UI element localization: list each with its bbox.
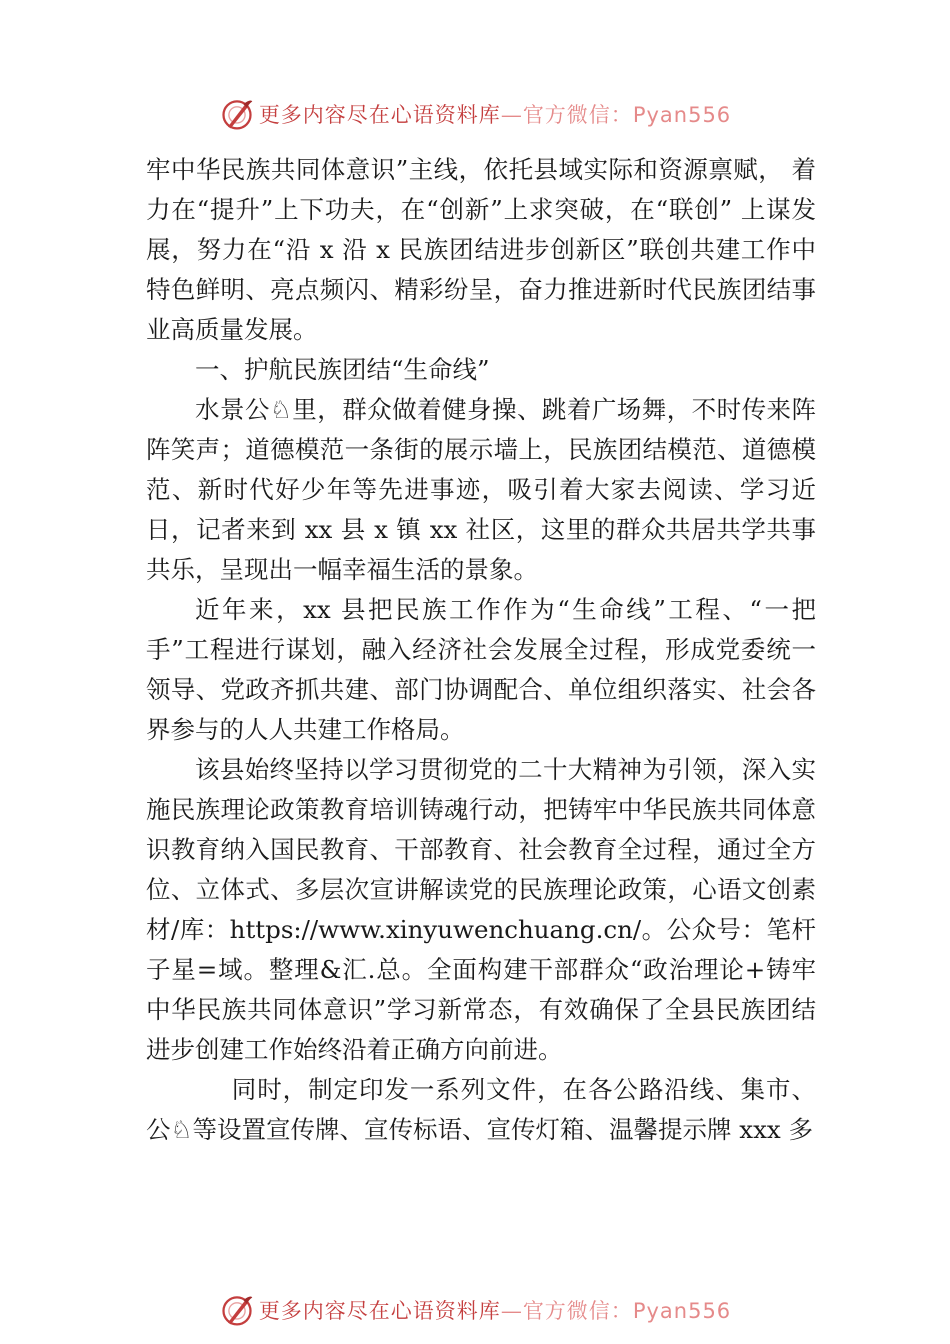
paragraph-intro: 牢中华民族共同体意识”主线，依托县域实际和资源禀赋， 着力在“提升”上下功夫，在“创新”上求突破，在“联创” 上谋发展，努力在“沿 x 沿 x 民族团结进步创新区”联创共建工作中特色鲜明、亮点频闪、精彩纷呈，奋力推进新时代民族团结事业高质量发展。	[146, 155, 816, 344]
header-banner	[0, 94, 950, 134]
pen-logo-icon	[219, 96, 255, 132]
document-body	[146, 150, 816, 1150]
banner-wechat-label: 官方微信：	[522, 1299, 633, 1323]
paragraph: 近年来，xx 县把民族工作作为“生命线”工程、“一把手”工程进行谋划，融入经济社会发展全过程，形成党委统一领导、党政齐抓共建、部门协调配合、单位组织落实、社会各界参与的人人共建工作格局。	[146, 595, 816, 744]
section-heading: 一、护航民族团结“生命线”	[195, 355, 490, 384]
banner-dash: —	[500, 103, 523, 127]
banner-wechat-id: Pyan556	[632, 103, 732, 127]
banner-prefix: 更多内容尽在心语资料库	[258, 1299, 501, 1323]
footer-banner	[0, 1290, 950, 1330]
paragraph: 水景公♘里，群众做着健身操、跳着广场舞，不时传来阵阵笑声；道德模范一条街的展示墙上，民族团结模范、道德模范、新时代好少年等先进事迹，吸引着大家去阅读、学习近日，记者来到 xx 县 x 镇 xx 社区，这里的群众共居共学共事共乐，呈现出一幅幸福生活的景象。	[146, 395, 816, 584]
pen-logo-icon	[219, 1292, 255, 1328]
banner-text	[259, 1295, 731, 1325]
banner-wechat-id: Pyan556	[632, 1299, 732, 1323]
banner-prefix: 更多内容尽在心语资料库	[258, 103, 501, 127]
paragraph: 同时，制定印发一系列文件，在各公路沿线、集市、公♘等设置宣传牌、宣传标语、宣传灯箱、温馨提示牌 xxx 多	[146, 1075, 816, 1144]
banner-text	[259, 99, 731, 129]
banner-dash: —	[500, 1299, 523, 1323]
banner-wechat-label: 官方微信：	[522, 103, 633, 127]
paragraph: 该县始终坚持以学习贯彻党的二十大精神为引领，深入实施民族理论政策教育培训铸魂行动，把铸牢中华民族共同体意识教育纳入国民教育、干部教育、社会教育全过程，通过全方位、立体式、多层次宣讲解读党的民族理论政策，心语文创素材/库：https://www.xinyuwenchuang.cn/。公众号：笔杆子星=域。整理&汇.总。全面构建干部群众“政治理论+铸牢中华民族共同体意识”学习新常态，有效确保了全县民族团结进步创建工作始终沿着正确方向前进。	[146, 755, 816, 1064]
